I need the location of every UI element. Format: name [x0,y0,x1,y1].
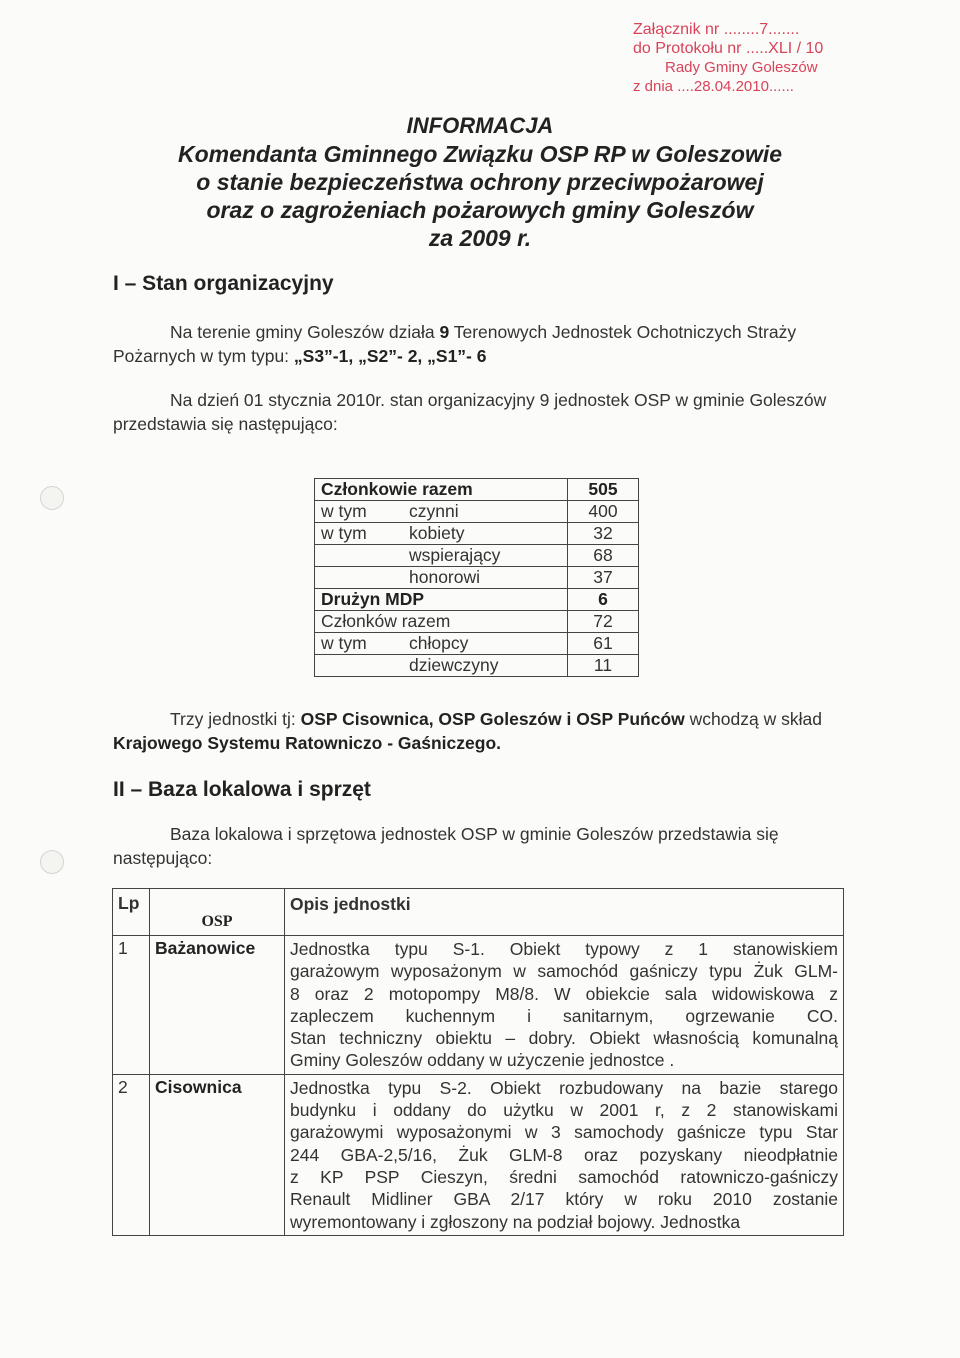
members-label-prefix: w tym [321,501,367,521]
unit-description-line: garażowym wyposażonym w samochód gaśniczy typu Żuk GLM- [290,961,838,982]
title-line-3: o stanie bezpieczeństwa ochrony przeciwpożarowej [196,169,764,195]
members-label-prefix: w tym [321,633,367,653]
members-label [315,523,568,545]
header-osp: OSP [150,889,285,936]
unit-description [285,936,844,1075]
unit-description-line: Gminy Goleszów oddany w użyczenie jednostce . [290,1050,675,1071]
members-row [315,655,639,677]
units-table [112,888,844,1236]
members-label-prefix: w tym [321,523,367,543]
members-value: 400 [568,501,639,523]
unit-lp: 2 [113,1074,150,1235]
unit-description-line: 244 GBA-2,5/16, Żuk GLM-8 oraz pozyskany nieodpłatnie [290,1144,838,1165]
members-row [315,523,639,545]
members-label [315,633,568,655]
members-value: 72 [568,611,639,633]
section-1-heading: I – Stan organizacyjny [113,272,334,295]
members-label [315,589,568,611]
section-1-paragraph-2: Na dzień 01 stycznia 2010r. stan organizacyjny 9 jednostek OSP w gminie Goleszów przedstawia się następująco: [113,390,827,434]
unit-description-line: Jednostka typu S-1. Obiekt typowy z 1 stanowiskiem [290,939,838,959]
unit-lp: 1 [113,936,150,1075]
header-lp: Lp [113,889,150,936]
members-label [315,545,568,567]
unit-description-line: Jednostka typu S-2. Obiekt rozbudowany na bazie starego [290,1077,838,1098]
members-value: 68 [568,545,639,567]
stamp-line-date: z dnia ....28.04.2010...... [633,78,794,95]
stamp-line-attachment: Załącznik nr ........7....... [633,21,800,38]
members-value: 11 [568,655,639,677]
ksrg-paragraph: Trzy jednostki tj: OSP Cisownica, OSP Goleszów i OSP Puńców wchodzą w skład Krajowego Systemu Ratowniczo - Gaśniczego. [113,709,822,753]
title-line-5: za 2009 r. [428,225,532,251]
title-line-2: Komendanta Gminnego Związku OSP RP w Goleszowie [177,141,783,167]
title-line-1: INFORMACJA [406,113,554,138]
section-1-paragraph-1: Na terenie gminy Goleszów działa 9 Terenowych Jednostek Ochotniczych Straży Pożarnych w tym typu: „S3”-1, „S2”- 2, „S1”- 6 [113,322,797,366]
section-2-paragraph: Baza lokalowa i sprzętowa jednostek OSP w gminie Goleszów przedstawia się następująco: [113,824,779,868]
title-line-4: oraz o zagrożeniach pożarowych gminy Goleszów [206,197,754,223]
attachment-stamp [633,20,873,96]
header-opis: Opis jednostki [285,889,844,936]
members-label-category: wspierający [409,545,501,565]
members-label-category: dziewczyny [409,655,499,675]
members-label [315,655,568,677]
members-label [315,501,568,523]
members-label-category: czynni [409,501,459,521]
unit-description [285,1074,844,1235]
unit-row [113,936,844,1075]
members-row [315,611,639,633]
stamp-line-protocol: do Protokołu nr .....XLI / 10 [633,40,824,57]
punch-hole-top [40,486,64,510]
unit-description-line: Renault Midliner GBA 2/17 który w roku 2010 zostanie [290,1189,838,1210]
members-row [315,501,639,523]
members-value: 61 [568,633,639,655]
members-label [315,611,568,633]
members-value: 37 [568,567,639,589]
units-table-header [113,889,844,936]
members-row [315,545,639,567]
unit-description-line: Stan techniczny obiektu – dobry. Obiekt własnością komunalną [290,1028,838,1049]
unit-name: Cisownica [150,1074,285,1235]
members-label-category: honorowi [409,567,481,587]
unit-description-line: wyremontowany i zgłoszony na podział bojowy. Jednostka [290,1211,741,1232]
unit-row [113,1074,844,1235]
members-label-category: chłopcy [409,633,469,653]
members-table [314,478,639,677]
members-row [315,567,639,589]
unit-description-line: 8 oraz 2 motopompy M8/8. W obiekcie sala widowiskowa z [290,983,838,1004]
members-row [315,633,639,655]
punch-hole-bottom [40,850,64,874]
stamp-line-council: Rady Gminy Goleszów [665,59,818,76]
members-value: 6 [568,589,639,611]
unit-description-line: budynku i oddany do użytku w 2001 r, z 2 stanowiskami [290,1100,838,1121]
unit-description-line: z KP PSP Cieszyn, średni samochód ratowniczo-gaśniczy [290,1166,838,1187]
document-title [0,112,960,252]
members-row [315,479,639,501]
members-label [315,479,568,501]
unit-description-line: zapleczem kuchennym i sanitarnym, ogrzewanie CO. [290,1005,838,1026]
unit-description-line: garażowymi wyposażonymi w 3 samochody gaśnicze typu Star [290,1122,838,1143]
section-2-heading: II – Baza lokalowa i sprzęt [113,778,371,801]
members-value: 505 [568,479,639,501]
members-label-prefix: Członków razem [321,611,451,631]
members-label-prefix: Członkowie razem [321,479,473,499]
members-label [315,567,568,589]
unit-name: Bażanowice [150,936,285,1075]
members-row [315,589,639,611]
members-value: 32 [568,523,639,545]
members-label-prefix: Drużyn MDP [321,589,425,609]
members-label-category: kobiety [409,523,465,543]
